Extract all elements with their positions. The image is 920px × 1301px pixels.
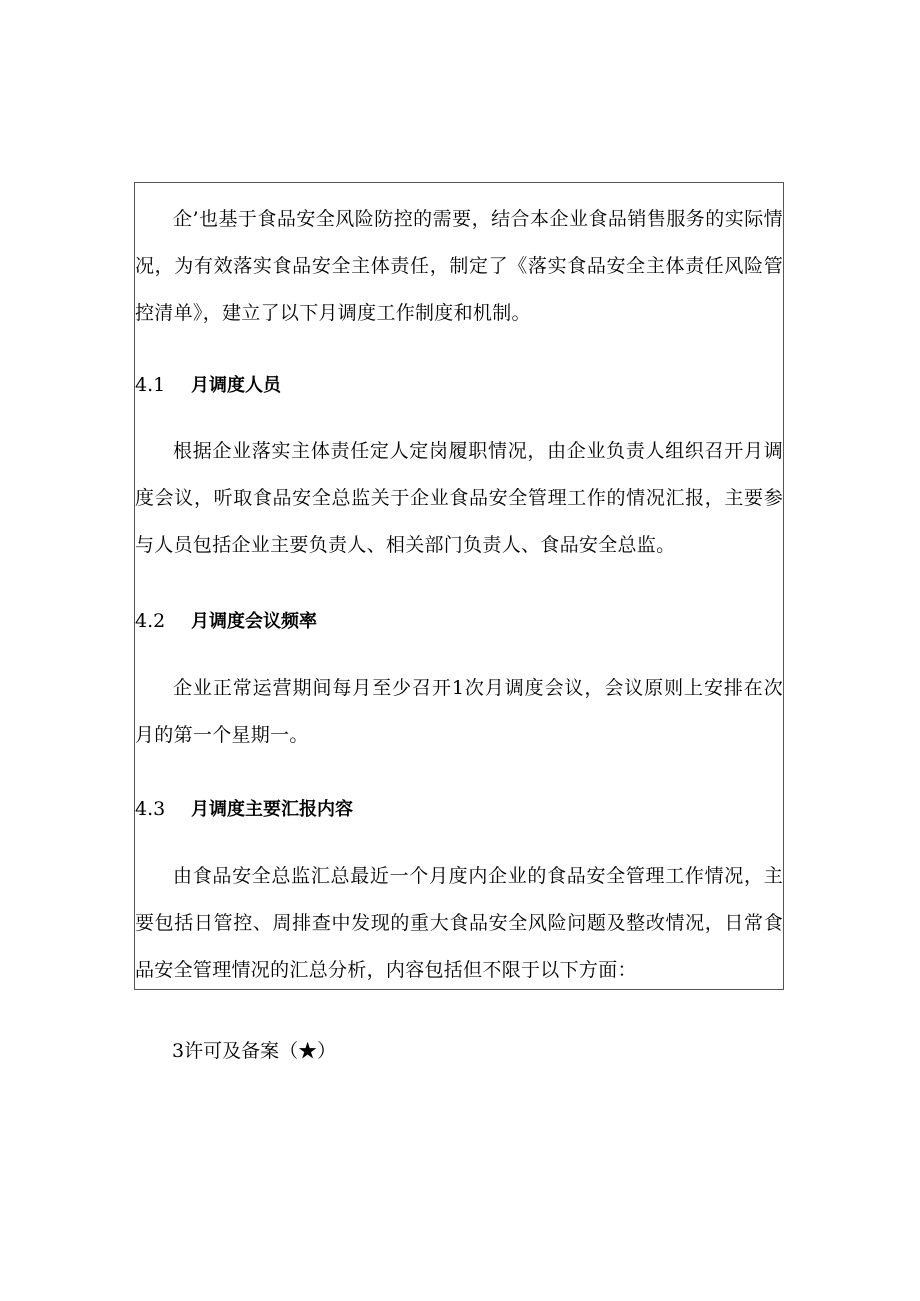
section-body-4-2: 企业正常运营期间每月至少召开1次月调度会议，会议原则上安排在次月的第一个星期一。 xyxy=(135,677,783,746)
intro-paragraph: 企’也基于食品安全风险防控的需要，结合本企业食品销售服务的实际情况，为有效落实食品安全主体责任，制定了《落实食品安全主体责任风险管控清单》，建立了以下月调度工作制度和机制。 xyxy=(135,208,783,324)
section-number: 4.1 xyxy=(135,374,166,396)
section-heading-4-3 xyxy=(135,794,775,824)
section-title: 月调度会议频率 xyxy=(191,611,317,632)
section-title: 月调度主要汇报内容 xyxy=(191,799,353,820)
section-body-4-3: 由食品安全总监汇总最近一个月度内企业的食品安全管理工作情况，主要包括日管控、周排查中发现的重大食品安全风险问题及整改情况，日常食品安全管理情况的汇总分析，内容包括但不限于以下方面： xyxy=(135,865,783,981)
section-body-4-1: 根据企业落实主体责任定人定岗履职情况，由企业负责人组织召开月调度会议，听取食品安全总监关于企业食品安全管理工作的情况汇报，主要参与人员包括企业主要负责人、相关部门负责人、食品安全总监。 xyxy=(135,440,783,556)
section-number: 4.3 xyxy=(135,798,166,820)
section-title: 月调度人员 xyxy=(191,375,281,396)
section-heading-4-2 xyxy=(135,606,775,636)
next-section-heading: 3许可及备案（★） xyxy=(172,1040,337,1062)
section-heading-4-1 xyxy=(135,370,775,400)
section-number: 4.2 xyxy=(135,610,166,632)
